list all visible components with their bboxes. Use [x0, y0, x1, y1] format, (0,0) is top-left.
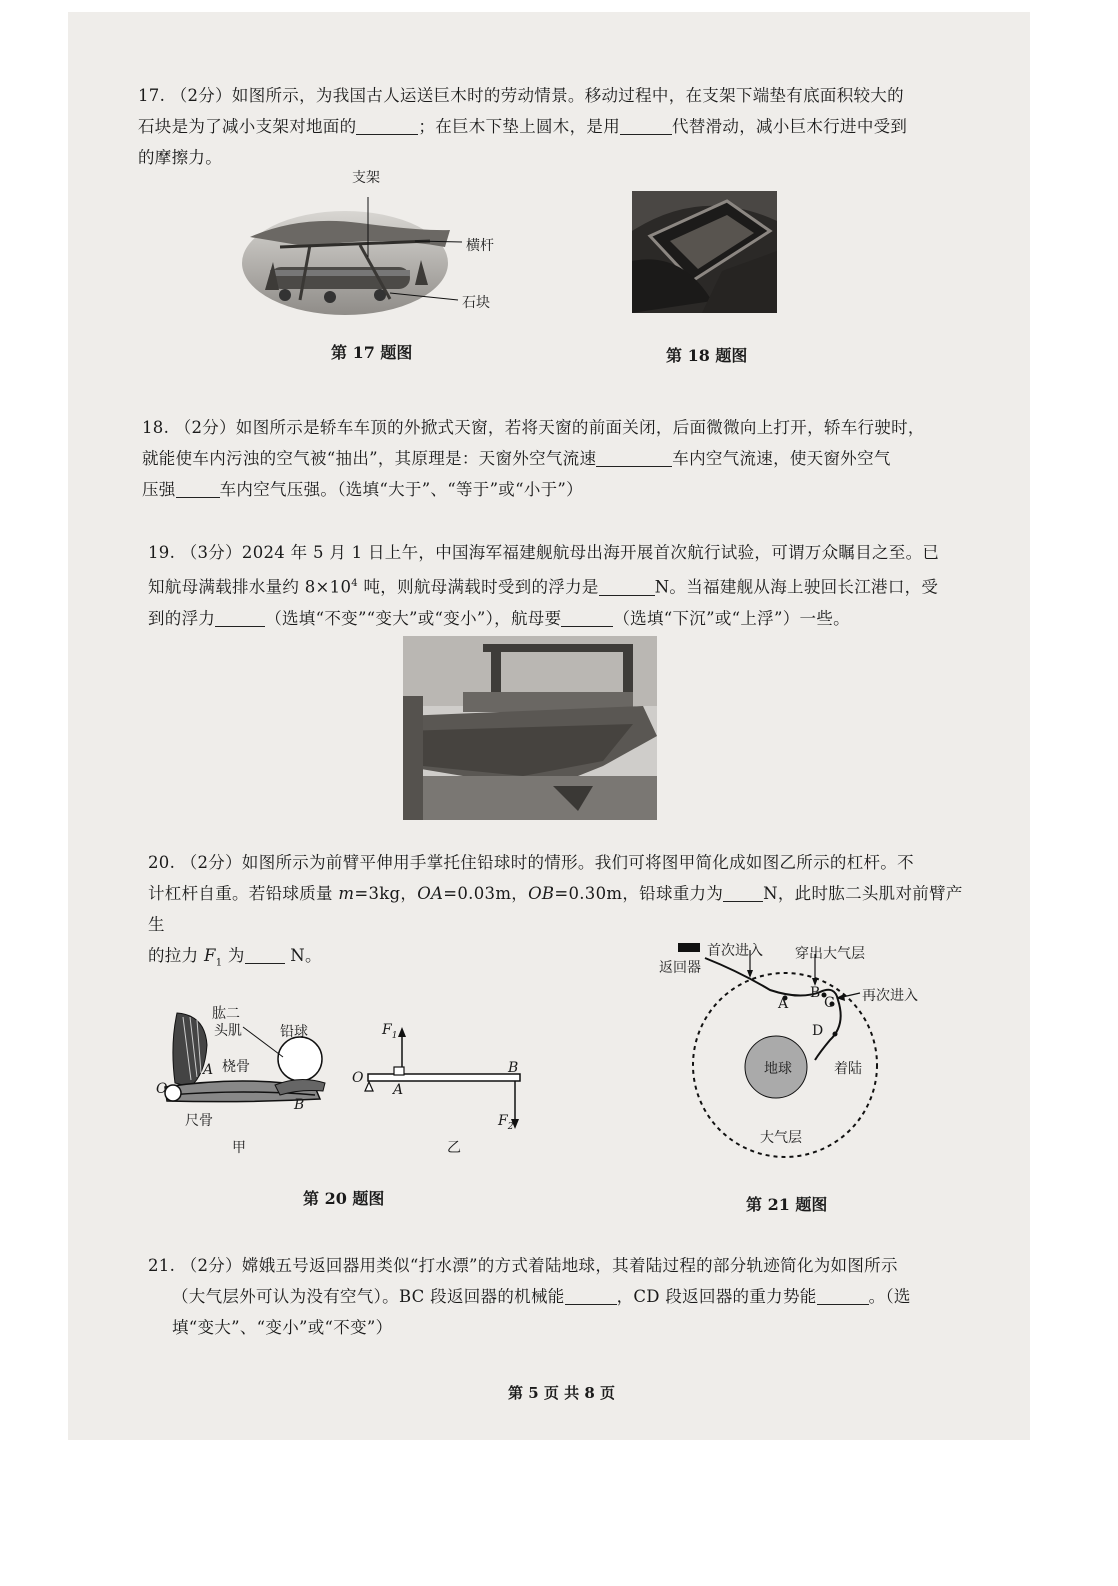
q21-label-earth: 地球: [764, 1061, 792, 1077]
q21-label-A: A: [778, 996, 789, 1012]
question-17: 17. （2分）如图所示，为我国古人运送巨木时的劳动情景。移动过程中，在支架下端垫有底面积较大的 石块是为了减小支架对地面的 ；在巨木下垫上圆木，是用 代替滑动，减小巨木行进中受到 的摩擦力。: [138, 86, 908, 167]
q21-label-second: 再次进入: [862, 988, 918, 1004]
q20-label-F1: $F_1$: [382, 1022, 398, 1041]
q20-yi-label-B: B: [508, 1060, 519, 1076]
q20-label-jia: 甲: [232, 1140, 246, 1156]
q17-label-support: 支架: [352, 170, 380, 186]
q17-caption: 第 17 题图: [331, 343, 413, 362]
question-21: 21. （2分）嫦娥五号返回器用类似“打水漂”的方式着陆地球，其着陆过程的部分轨迹简化为如图所示 （大气层外可认为没有空气）。BC 段返回器的机械能 ，CD 段返回器的重力势能 。（选 填“变大”、“变小”或“不变”）: [148, 1256, 911, 1337]
question-18: 18. （2分）如图所示是轿车车顶的外掀式天窗，若将天窗的前面关闭，后面微微向上打开，轿车行驶时， 就能使车内污浊的空气被“抽出”，其原理是：天窗外空气流速 车内空气流速，使天窗外空气 压强 车内空气压强。（选填“大于”、“等于”或“小于”）: [142, 418, 925, 499]
q19-carrier-photo: [403, 636, 657, 820]
q21-label-C: C: [824, 995, 835, 1011]
q21-label-land: 着陆: [834, 1061, 862, 1077]
q20-label-biceps1: 肱二: [212, 1006, 240, 1022]
q21-label-B: B: [810, 985, 821, 1001]
q20-caption: 第 20 题图: [303, 1189, 385, 1208]
q20-jia-label-A: A: [203, 1062, 214, 1078]
q21-caption: 第 21 题图: [746, 1195, 828, 1214]
question-20: 20. （2分）如图所示为前臂平伸用手掌托住铅球时的情形。我们可将图甲简化成如图乙所示的杠杆。不 计杠杆自重。若铅球质量 m=3kg，OA=0.03m，OB=0.30m，铅球重力为 N，此时肱二头肌对前臂产生 的拉力 $F_1$ 为 N。: [148, 853, 963, 969]
q20-label-ball: 铅球: [280, 1024, 308, 1040]
q21-label-D: D: [812, 1023, 824, 1039]
q20-label-biceps2: 头肌: [214, 1023, 242, 1039]
page-footer: 第 5 页 共 8 页: [508, 1384, 615, 1402]
q20-label-yi: 乙: [447, 1140, 461, 1156]
q20-yi-label-A: A: [393, 1082, 404, 1098]
q21-label-atm: 大气层: [760, 1130, 802, 1146]
q18-figure: [632, 191, 777, 313]
q18-caption: 第 18 题图: [666, 346, 748, 365]
q21-label-first: 首次进入: [707, 943, 763, 959]
q20-label-F2: $F_2$: [498, 1113, 514, 1132]
q21-label-capsule: 返回器: [659, 960, 701, 976]
q20-yi-label-O: O: [352, 1070, 364, 1086]
q20-label-radius: 桡骨: [222, 1059, 250, 1075]
q17-label-stone: 石块: [462, 295, 490, 311]
q17-label-crossbar: 横杆: [466, 238, 494, 254]
question-19: 19. （3分）2024 年 5 月 1 日上午，中国海军福建舰航母出海开展首次航行试验，可谓万众瞩目之至。已 知航母满载排水量约 $8\times 10^4$ 吨，则航母满载时受到的浮力是 N。当福建舰从海上驶回长江港口，受 到的浮力 （选填“不变”“变大”或“变小”），航母要 （选填“下沉”或“上浮”）一些。: [148, 543, 940, 628]
q20-jia-label-B: B: [294, 1097, 305, 1113]
q21-label-exit: 穿出大气层: [795, 946, 865, 962]
q20-label-ulna: 尺骨: [185, 1113, 213, 1129]
q20-jia-label-O: O: [156, 1081, 168, 1097]
